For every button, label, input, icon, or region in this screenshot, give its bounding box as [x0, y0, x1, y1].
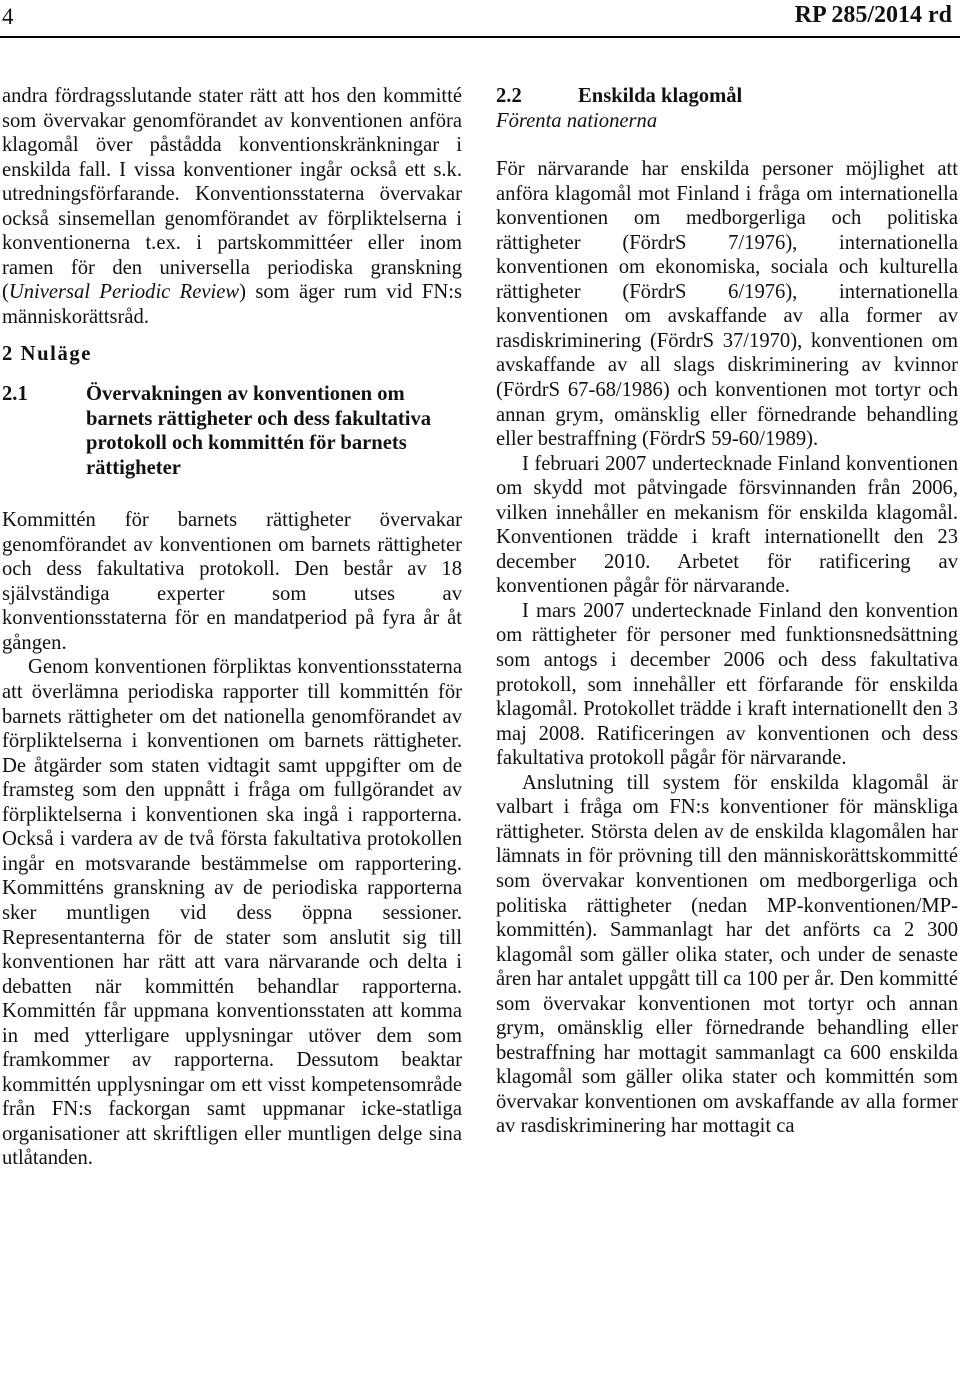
subsection-number: 2.1	[2, 383, 28, 406]
intro-italic-term: Universal Periodic Review	[8, 281, 240, 304]
right-column	[496, 84, 958, 1139]
page-number: 4	[2, 4, 14, 29]
document-id: RP 285/2014 rd	[794, 2, 952, 28]
page-header	[0, 0, 960, 36]
paragraph: I februari 2007 undertecknade Finland konventionen om skydd mot påtvingade försvinnanden från 2006, vilken innehåller en mekanism för enskilda klagomål. Konventionen trädde i kraft internationellt den 23 december 2010. Arbetet för ratificering av konventionen pågår för närvarande.	[496, 452, 958, 598]
paragraph: Kommittén för barnets rättigheter övervakar genomförandet av konventionen om barnets rättigheter och dess fakultativa protokoll. Den består av 18 självständiga experter som utses av konventionsstaterna för en mandatperiod på fyra år åt gången.	[2, 509, 462, 654]
intro-text-end: ) som äger rum vid FN:s människorättsråd.	[2, 281, 462, 328]
subsection-title: Övervakningen av konventionen om barnets rättigheter och dess fakultativa protokoll och kommittén för barnets rättigheter	[86, 383, 432, 479]
intro-text-start: andra fördragsslutande stater rätt att hos den kommitté som övervakar genomförandet av konventionen anföra klagomål över påstådda konventionskränkningar i enskilda fall. I vissa konventioner ingår också ett s.k. utredningsförfarande. Konventionsstaterna övervakar också sinsemellan genomförandet av förpliktelserna i konventionerna t.ex. i partskommittéer eller inom ramen för den universella periodiska granskning (	[2, 85, 462, 304]
subsection-title: Enskilda klagomål	[578, 85, 743, 107]
paragraph: För närvarande har enskilda personer möjlighet att anföra klagomål mot Finland i fråga om internationella konventionen om medborgerliga och politiska rättigheter (FördrS 7/1976), internationella konventionen om ekonomiska, sociala och kulturella rättigheter (FördrS 6/1976), internationella konventionen om avskaffande av alla former av rasdiskriminering (FördrS 37/1970), konventionen om avskaffande av all slags diskriminering av kvinnor (FördrS 67-68/1986) och konventionen mot tortyr och annan grym, omänsklig eller förnedrande behandling eller bestraffning (FördrS 59-60/1989).	[496, 158, 958, 451]
header-rule	[0, 36, 960, 38]
left-column	[2, 84, 462, 1171]
subsection-heading-2-1	[2, 382, 462, 480]
section-heading: 2 Nuläge	[2, 343, 93, 366]
paragraph: Genom konventionen förpliktas konventionsstaterna att överlämna periodiska rapporter till kommittén för barnets rättigheter om det nationella genomförandet av förpliktelserna i konventionen om barnets rättigheter. De åtgärder som staten vidtagit samt uppgifter om de framsteg som den uppnått i fråga om fullgörandet av förpliktelserna i konventionen ska ingå i rapporterna. Också i vardera av de två första fakultativa protokollen ingår en motsvarande bestämmelse om rapportering. Kommitténs granskning av de periodiska rapporterna sker muntligen vid dess öppna sessioner. Representanterna för de stater som anslutit sig till konventionen har rätt att vara närvarande och delta i debatten när kommittén behandlar rapporterna. Kommittén får uppmana konventionsstaten att komma in med ytterligare upplysningar utöver dem som framkommer av rapporterna. Dessutom beaktar kommittén upplysningar om ett visst kompetensområde från FN:s fackorgan samt uppmanar icke-statliga organisationer att skriftligen eller muntligen delge sina utlåtanden.	[2, 656, 462, 1170]
intro-paragraph	[2, 84, 462, 329]
paragraph: Anslutning till system för enskilda klagomål är valbart i fråga om FN:s konventioner för mänskliga rättigheter. Största delen av de enskilda klagomålen har lämnats in för prövning till den människorättskommitté som övervakar konventionen om medborgerliga och politiska rättigheter (nedan MP-konventionen/MP-kommittén). Sammanlagt har det anförts ca 2 300 klagomål som gäller olika stater, och under de senaste åren har antalet uppgått till ca 100 per år. Den kommitté som övervakar konventionen mot tortyr och annan grym, omänsklig eller förnedrande behandling eller bestraffning har mottagit sammanlagt ca 600 enskilda klagomål som gäller olika stater och kommittén som övervakar konventionen om avskaffande av alla former av rasdiskriminering har mottagit ca	[496, 771, 958, 1138]
subsection-number: 2.2	[496, 85, 522, 107]
subsection-heading-2-2	[496, 84, 958, 109]
subsubsection-title: Förenta nationerna	[496, 109, 658, 132]
paragraph: I mars 2007 undertecknade Finland den konvention om rättigheter för personer med funktionsnedsättning som antogs i december 2006 och dess fakultativa protokoll, som innehåller ett förfarande för enskilda klagomål. Protokollet trädde i kraft internationellt den 3 maj 2008. Ratificeringen av konventionen och dess fakultativa protokoll pågår för närvarande.	[496, 599, 958, 770]
